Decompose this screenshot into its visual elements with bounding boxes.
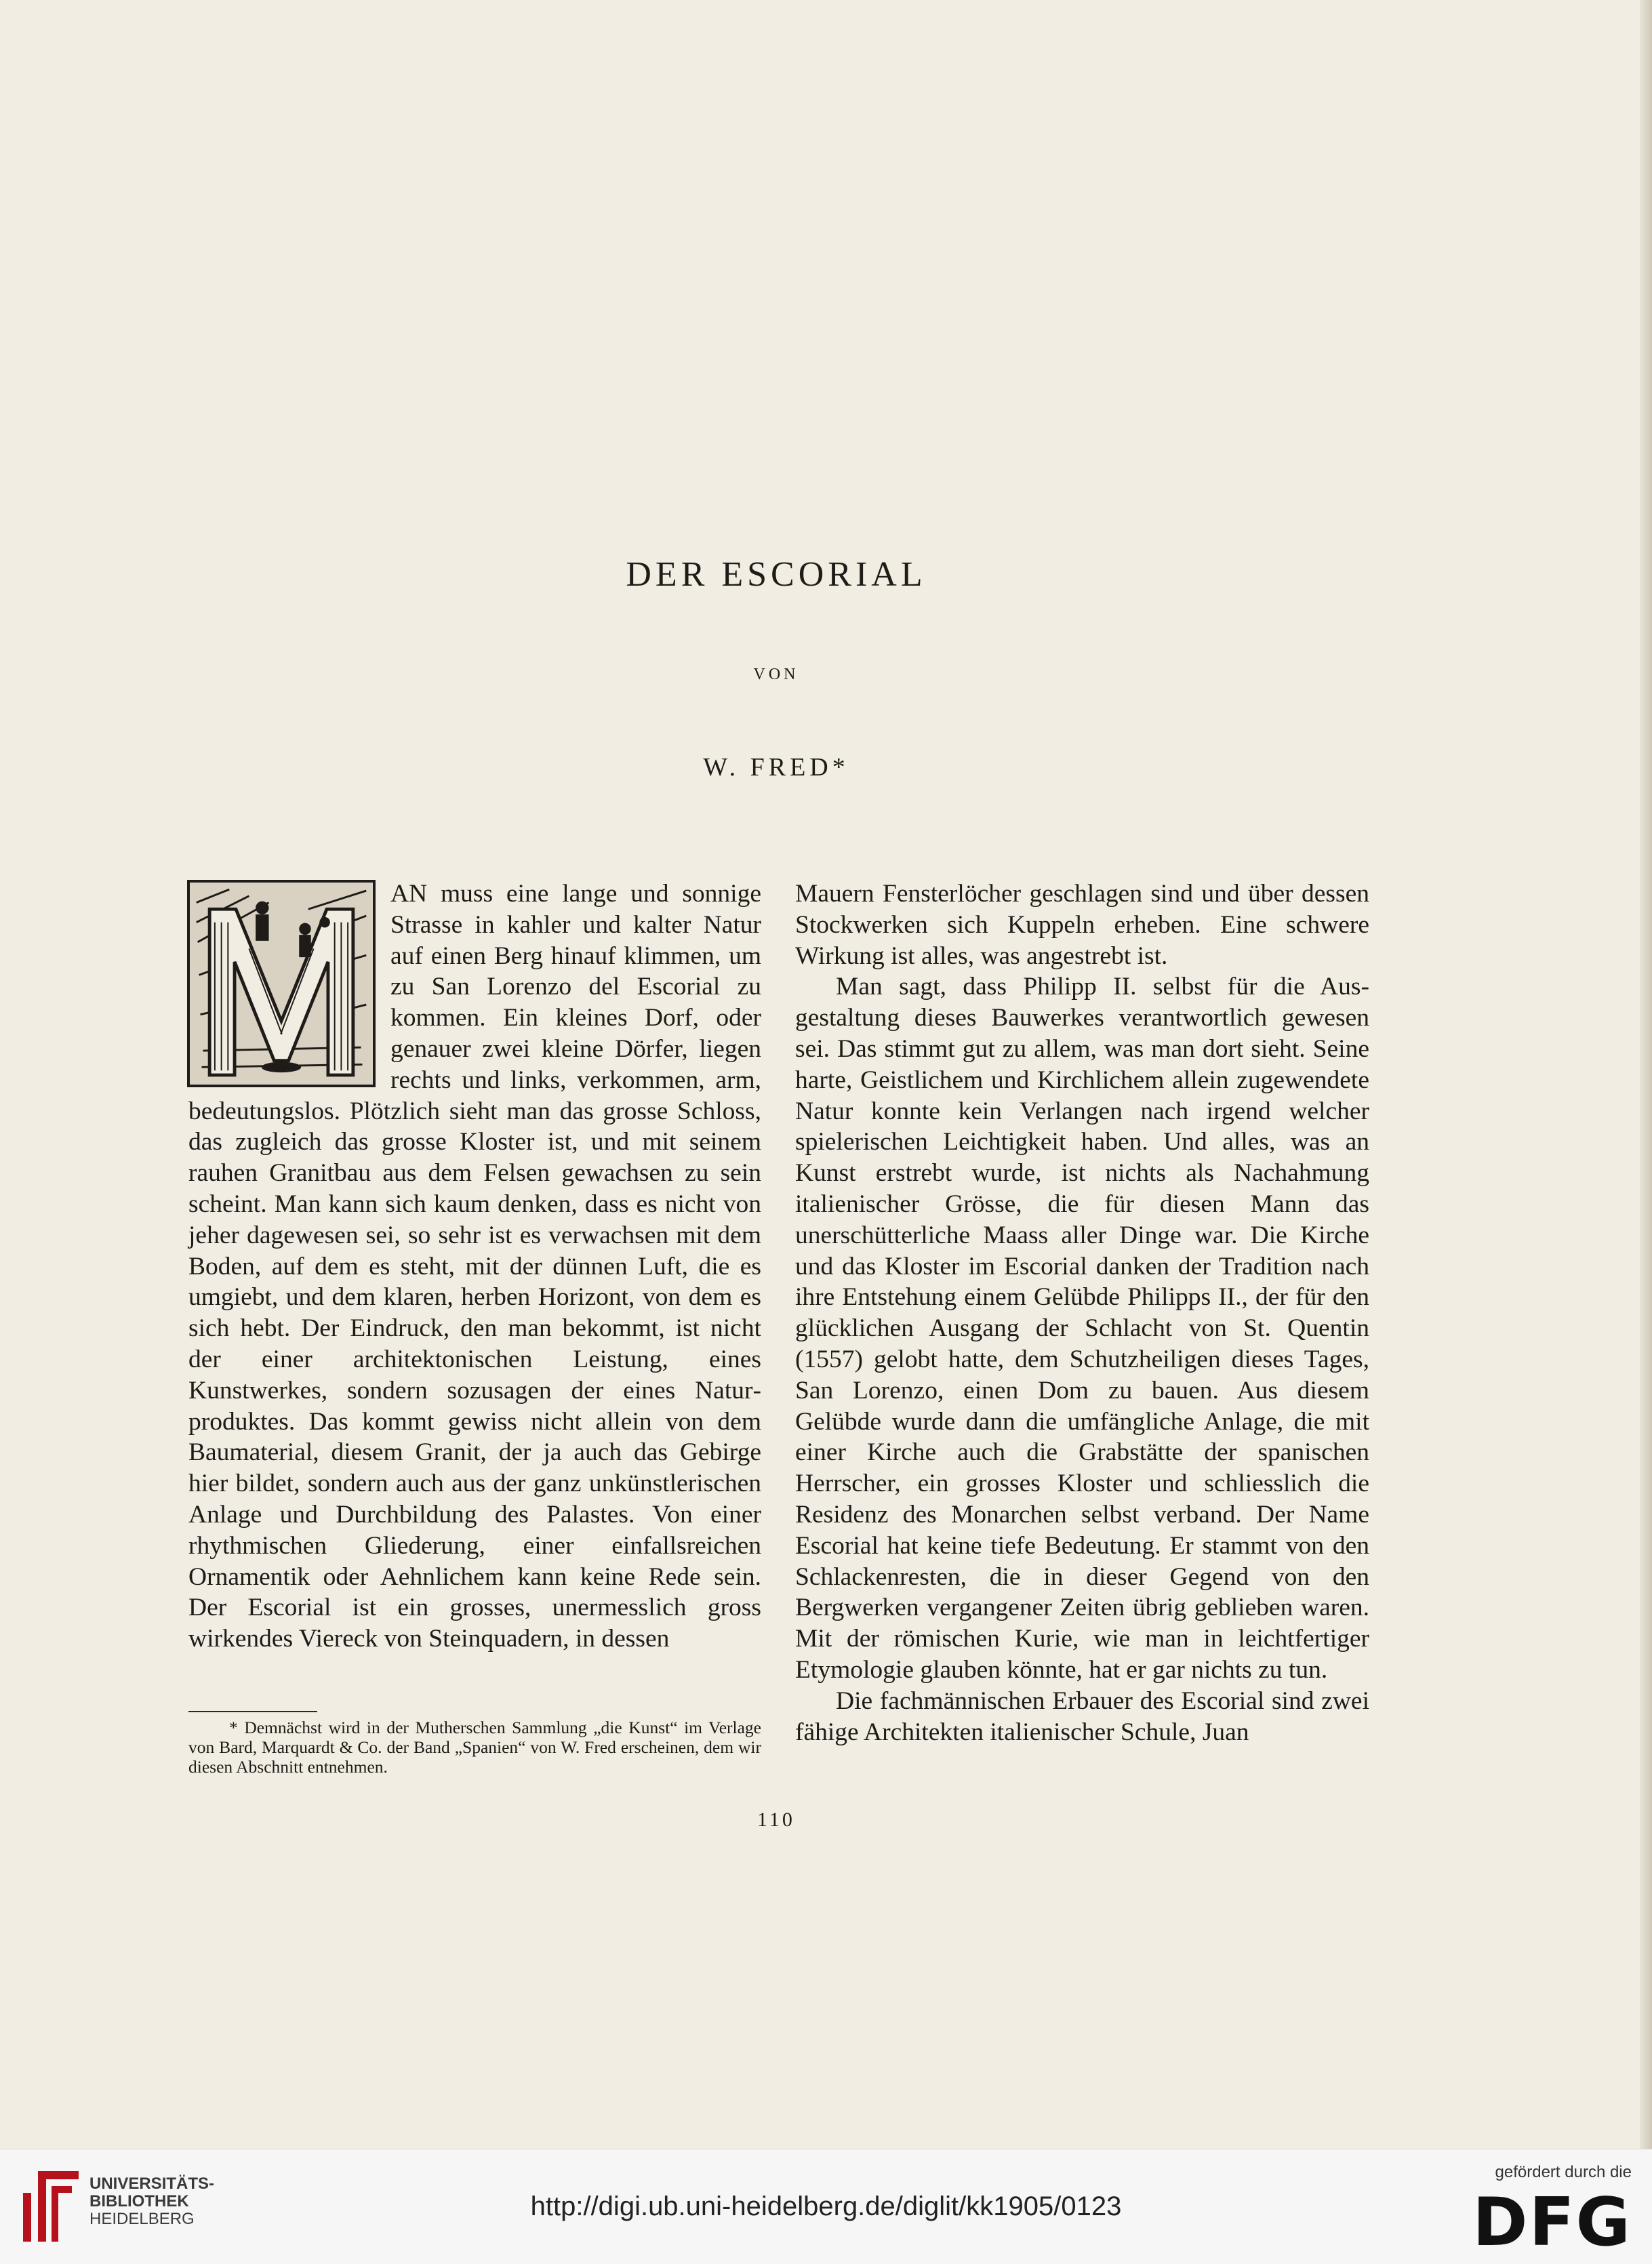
page-edge	[1640, 0, 1652, 2149]
right-column-paragraph: Die fachmännischen Erbauer des Escorial sind zwei fähige Architekten italienischer Schule, Juan	[795, 1686, 1369, 1746]
footnote-text: * Demnächst wird in der Mutherschen Sammlung „die Kunst“ im Verlage von Bard, Marquardt & Co. der Band „Spanien“ von W. Fred erscheinen, dem wir diesen Abschnitt entnehmen.	[188, 1718, 761, 1777]
library-name-line: HEIDELBERG	[89, 2210, 195, 2228]
funding-label: gefördert durch die	[1495, 2163, 1632, 2181]
library-name-line: BIBLIOTHEK	[89, 2192, 189, 2210]
right-column	[795, 878, 1369, 1747]
library-name-line: UNIVERSITÄTS-	[89, 2175, 215, 2193]
digitization-url-link[interactable]: http://digi.ub.uni-heidelberg.de/diglit/kk1905/0123	[530, 2191, 1122, 2221]
byline-von: VON	[753, 666, 799, 683]
digitization-footer	[0, 2149, 1652, 2264]
left-column-paragraph: AN muss eine lange und sonnige Strasse in kahler und kalter Natur auf einen Berg hinauf klimmen, um zu San Lorenzo del Escorial zu kommen. Ein kleines Dorf, oder genauer zwei kleine Dörfer, liegen rechts und links, verkommen, arm, bedeutungslos. Plötzlich sieht man das grosse Schloss, das zugleich das grosse Kloster ist, und mit seinem rauhen Granitbau aus dem Felsen gewachsen zu sein scheint. Man kann sich kaum denken, dass es nicht von jeher dagewesen sei, so sehr ist es verwachsen mit dem Boden, auf dem es steht, mit der dünnen Luft, die es umgiebt, und dem klaren, herben Horizont, von dem es sich hebt. Der Eindruck, den man bekommt, ist nicht der einer architektonischen Leistung, eines Kunstwerkes, sondern sozusagen der eines Naturproduktes. Das kommt gewiss nicht allein von dem Baumaterial, diesem Granit, der ja auch das Gebirge hier bildet, sondern auch aus der ganz unkünstlerischen Anlage und Durchbildung des Palastes. Von einer rhythmischen Gliederung, einer einfallsreichen Ornamentik oder Aehnlichem kann keine Rede sein. Der Escorial ist ein grosses, unermesslich gross wirkendes Viereck von Steinquadern, in dessen	[188, 880, 761, 1653]
right-column-paragraph: Man sagt, dass Philipp II. selbst für die Ausgestaltung dieses Bauwerkes verantwortlich gewesen sei. Das stimmt gut zu allem, was man dort sieht. Seine harte, Geistlichem und Kirchlichem allein zugewendete Natur konnte kein Verlangen nach irgend welcher spielerischen Leichtigkeit haben. Und alles, was an Kunst erstrebt wurde, ist nichts als Nachahmung italienischer Grösse, die für diesen Mann das unerschütterliche Maass aller Dinge war. Die Kirche und das Kloster im Escorial danken der Tradition nach ihre Entstehung einem Gelübde Philipps II., der für den glücklichen Ausgang der Schlacht von St. Quentin (1557) gelobt hatte, dem Schutzheiligen dieses Tages, San Lorenzo, einen Dom zu bauen. Aus diesem Gelübde wurde dann die umfängliche Anlage, die mit einer Kirche auch die Grabstätte der spanischen Herrscher, ein grosses Kloster und schliesslich die Residenz des Monarchen selbst verband. Der Name Escorial hat keine tiefe Bedeutung. Er stammt von den Schlackenresten, die in dieser Gegend von den Bergwerken vergangener Zeiten übrig geblieben waren. Mit der römischen Kurie, wie man in leichtfertiger Etymologie glauben könnte, hat er gar nichts zu tun.	[795, 973, 1369, 1684]
article-title: DER ESCORIAL	[626, 555, 927, 594]
page-number: 110	[757, 1808, 795, 1831]
drop-cap-initial	[187, 880, 376, 1087]
left-column	[188, 878, 761, 1655]
footnote-rule	[188, 1711, 317, 1712]
article-author: W. FRED*	[703, 753, 849, 782]
footnote	[188, 1718, 761, 1777]
woodcut-initial-m-icon	[190, 883, 373, 1085]
right-column-paragraph: Mauern Fensterlöcher geschlagen sind und über dessen Stockwerken sich Kuppeln erheben. Eine schwere Wirkung ist alles, was angestrebt ist.	[795, 880, 1369, 970]
dfg-logo[interactable]: DFG	[1472, 2184, 1632, 2261]
